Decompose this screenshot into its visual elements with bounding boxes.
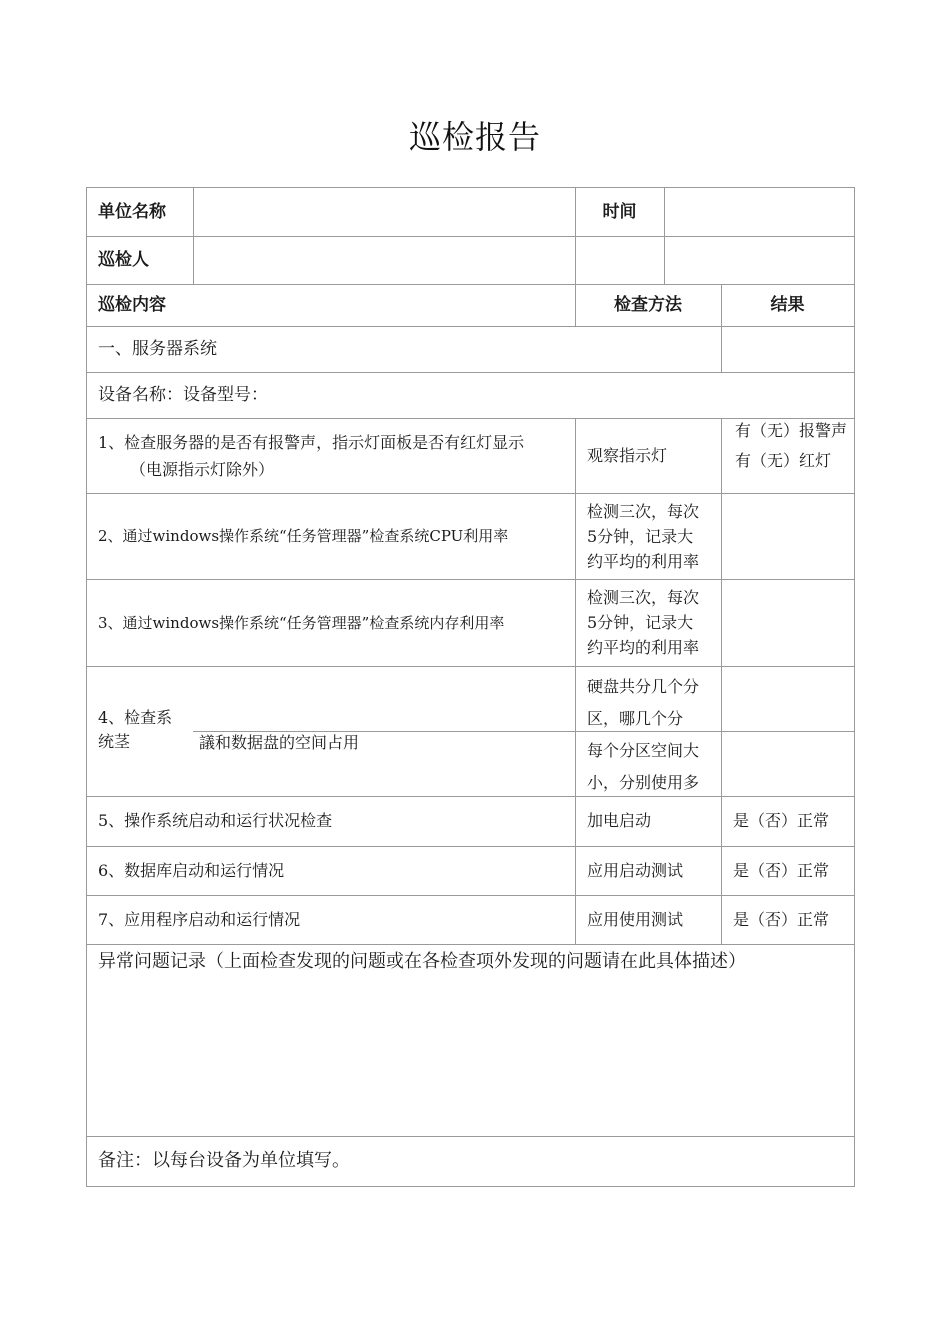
content-header: 巡检内容	[98, 295, 166, 315]
item-1-result: 有（无）报警声 有（无）红灯	[735, 421, 848, 470]
item-2-content: 2、通过windows操作系统“任务管理器”检查系统CPU利用率	[98, 527, 509, 545]
item-4-content-b: 議和数据盘的空间占用	[199, 733, 360, 752]
item-7-result: 是（否）正常	[733, 909, 830, 929]
item-6-content: 6、数据库启动和运行情况	[98, 860, 285, 880]
item-3-content: 3、通过windows操作系统“任务管理器”检查系统内存利用率	[98, 613, 505, 632]
inspector-field[interactable]	[193, 236, 575, 284]
item-6-method: 应用启动测试	[587, 860, 684, 880]
item-2-method: 检测三次，每次5分钟，记录大约平均的利用率	[587, 501, 700, 571]
item-1-content: 1、检查服务器的是否有报警声，指示灯面板是否有红灯显示 （电源指示灯除外）	[98, 433, 525, 479]
page-title: 巡检报告	[408, 118, 541, 156]
item-4-result-1[interactable]	[721, 666, 854, 731]
unit-name-field[interactable]	[193, 187, 575, 236]
item-4-content-a: 4、检查系统茎	[98, 708, 173, 751]
blank-cell	[664, 236, 854, 284]
section-server: 一、服务器系统	[98, 339, 217, 359]
item-4-method-2: 每个分区空间大小，分别使用多	[587, 741, 700, 792]
item-5-result: 是（否）正常	[733, 811, 830, 830]
time-field[interactable]	[664, 187, 854, 236]
unit-name-label: 单位名称	[98, 201, 166, 222]
item-2-result[interactable]	[721, 493, 854, 579]
item-7-content: 7、应用程序启动和运行情况	[98, 909, 301, 929]
item-7-method: 应用使用测试	[587, 909, 684, 929]
item-1-method: 观察指示灯	[587, 445, 668, 465]
item-4-result-2[interactable]	[721, 731, 854, 796]
inspector-label: 巡检人	[98, 250, 149, 270]
item-5-method: 加电启动	[587, 811, 652, 830]
anomaly-record[interactable]: 异常问题记录（上面检查发现的问题或在各检查项外发现的问题请在此具体描述）	[98, 951, 746, 972]
item-3-result[interactable]	[721, 579, 854, 666]
method-header: 检查方法	[614, 295, 682, 315]
remark: 备注：以每台设备为单位填写。	[98, 1150, 350, 1171]
device-line: 设备名称：设备型号：	[98, 385, 268, 405]
blank-cell	[575, 236, 664, 284]
result-header: 结果	[770, 295, 805, 315]
item-5-content: 5、操作系统启动和运行状况检查	[98, 811, 333, 830]
item-3-method: 检测三次，每次5分钟，记录大约平均的利用率	[587, 588, 700, 657]
item-4-method-1: 硬盘共分几个分区，哪几个分	[587, 677, 700, 728]
item-6-result: 是（否）正常	[733, 860, 830, 880]
time-label: 时间	[602, 201, 637, 222]
